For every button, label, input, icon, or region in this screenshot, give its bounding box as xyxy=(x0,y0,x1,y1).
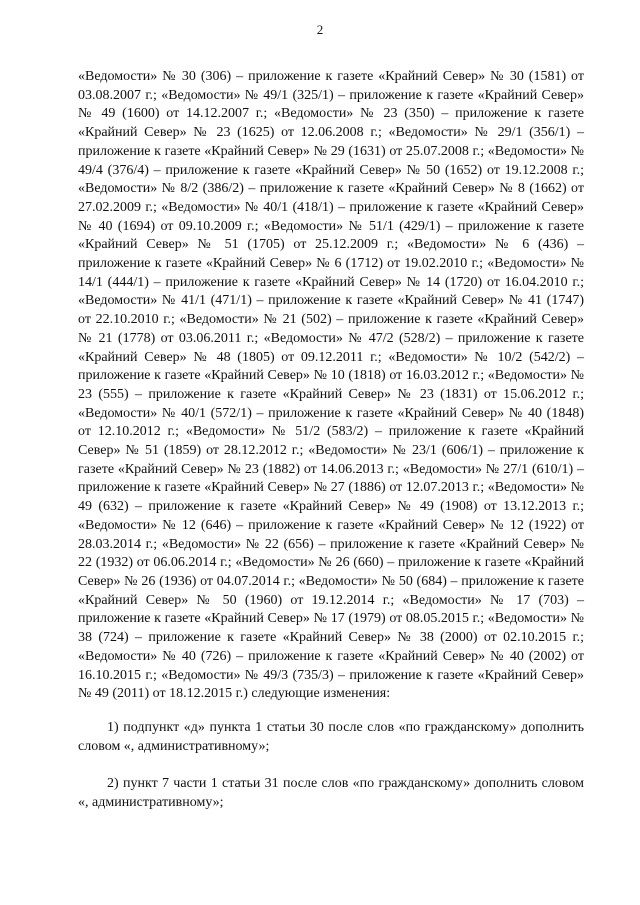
body-paragraph-continuation: «Ведомости» № 30 (306) – приложение к газете «Крайний Север» № 30 (1581) от 03.08.2007 г.; «Ведомости» № 49/1 (325/1) – приложение к газете «Крайний Север» № 49 (1600) от 14.12.2007 г.; «Ведомости» № 23 (350) – приложение к газете «Крайний Север» № 23 (1625) от 12.06.2008 г.; «Ведомости» № 29/1 (356/1) – приложение к газете «Крайний Север» № 29 (1631) от 25.07.2008 г.; «Ведомости» № 49/4 (376/4) – приложение к газете «Крайний Север» № 50 (1652) от 19.12.2008 г.; «Ведомости» № 8/2 (386/2) – приложение к газете «Крайний Север» № 8 (1662) от 27.02.2009 г.; «Ведомости» № 40/1 (418/1) – приложение к газете «Крайний Север» № 40 (1694) от 09.10.2009 г.; «Ведомости» № 51/1 (429/1) – приложение к газете «Крайний Север» № 51 (1705) от 25.12.2009 г.; «Ведомости» № 6 (436) – приложение к газете «Крайний Север» № 6 (1712) от 19.02.2010 г.; «Ведомости» № 14/1 (444/1) – приложение к газете «Крайний Север» № 14 (1720) от 16.04.2010 г.; «Ведомости» № 41/1 (471/1) – приложение к газете «Крайний Север» № 41 (1747) от 22.10.2010 г.; «Ведомости» № 21 (502) – приложение к газете «Крайний Север» № 21 (1778) от 03.06.2011 г.; «Ведомости» № 47/2 (528/2) – приложение к газете «Крайний Север» № 48 (1805) от 09.12.2011 г.; «Ведомости» № 10/2 (542/2) – приложение к газете «Крайний Север» № 10 (1818) от 16.03.2012 г.; «Ведомости» № 23 (555) – приложение к газете «Крайний Север» № 23 (1831) от 15.06.2012 г.; «Ведомости» № 40/1 (572/1) – приложение к газете «Крайний Север» № 40 (1848) от 12.10.2012 г.; «Ведомости» № 51/2 (583/2) – приложение к газете «Крайний Север» № 51 (1859) от 28.12.2012 г.; «Ведомости» № 23/1 (606/1) – приложение к газете «Крайний Север» № 23 (1882) от 14.06.2013 г.; «Ведомости» № 27/1 (610/1) – приложение к газете «Крайний Север» № 27 (1886) от 12.07.2013 г.; «Ведомости» № 49 (632) – приложение к газете «Крайний Север» № 49 (1908) от 13.12.2013 г.; «Ведомости» № 12 (646) – приложение к газете «Крайний Север» № 12 (1922) от 28.03.2014 г.; «Ведомости» № 22 (656) – приложение к газете «Крайний Север» № 22 (1932) от 06.06.2014 г.; «Ведомости» № 26 (660) – приложение к газете «Крайний Север» № 26 (1936) от 04.07.2014 г.; «Ведомости» № 50 (684) – приложение к газете «Крайний Север» № 50 (1960) от 19.12.2014 г.; «Ведомости» № 17 (703) – приложение к газете «Крайний Север» № 17 (1979) от 08.05.2015 г.; «Ведомости» № 38 (724) – приложение к газете «Крайний Север» № 38 (2000) от 02.10.2015 г.; «Ведомости» № 40 (726) – приложение к газете «Крайний Север» № 40 (2002) от 16.10.2015 г.; «Ведомости» № 49/3 (735/3) – приложение к газете «Крайний Север» № 49 (2011) от 18.12.2015 г.) следующие изменения: xyxy=(78,69,584,702)
amendment-item-2: 2) пункт 7 части 1 статьи 31 после слов «по гражданскому» дополнить словом «, административному»; xyxy=(78,776,584,810)
amendment-item-1: 1) подпункт «д» пункта 1 статьи 30 после слов «по гражданскому» дополнить словом «, административному»; xyxy=(78,720,584,754)
page-number: 2 xyxy=(316,22,324,37)
